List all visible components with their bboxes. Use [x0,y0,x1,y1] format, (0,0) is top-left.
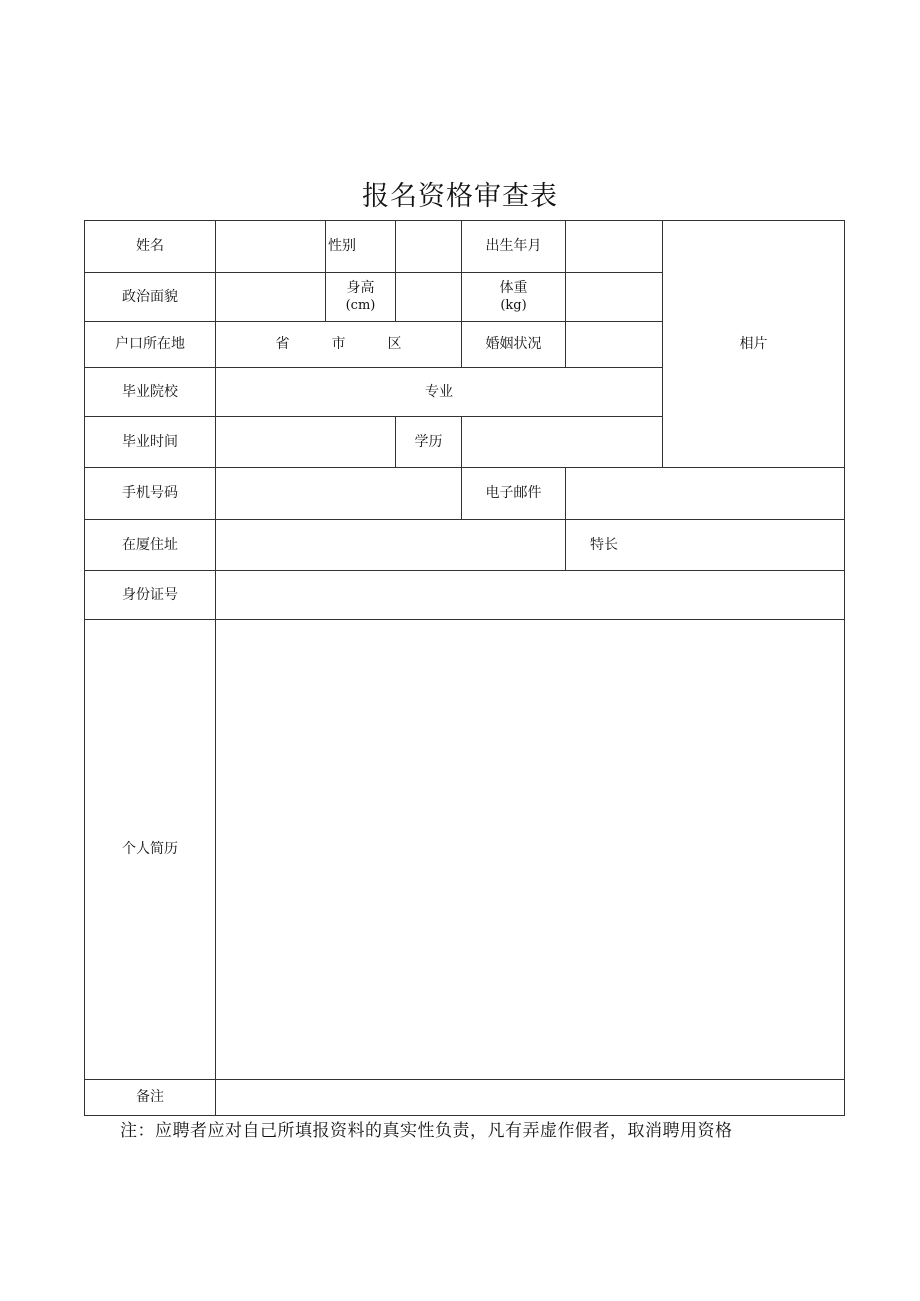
major-label: 专业 [425,383,453,400]
birth-field[interactable] [566,221,663,273]
hukou-label: 户口所在地 [85,322,216,368]
phone-label: 手机号码 [85,468,216,520]
form-row-remarks [85,1080,845,1116]
registration-form [84,220,845,1116]
marital-label: 婚姻状况 [462,322,566,368]
school-label: 毕业院校 [85,368,216,417]
specialty-label: 特长 [590,536,618,553]
political-field[interactable] [216,273,326,322]
gender-label: 性别 [326,221,396,273]
height-field[interactable] [396,273,462,322]
height-label: 身高 (cm) [326,273,396,322]
degree-field[interactable] [462,417,663,468]
email-label: 电子邮件 [462,468,566,520]
weight-unit: (kg) [500,297,527,313]
address-label: 在厦住址 [85,520,216,571]
form-row-contact [85,468,845,520]
footer-note: 注：应聘者应对自己所填报资料的真实性负责，凡有弄虚作假者，取消聘用资格 [120,1121,733,1141]
school-major-field[interactable] [216,368,663,417]
form-row-resume [85,620,845,1080]
form-row-name [85,221,845,273]
form-row-address [85,520,845,571]
page-title: 报名资格审查表 [362,181,558,212]
city-label: 市 [331,336,346,353]
weight-field[interactable] [566,273,663,322]
id-number-label: 身份证号 [85,571,216,620]
resume-label: 个人简历 [85,620,216,1080]
address-field[interactable] [216,520,566,571]
marital-field[interactable] [566,322,663,368]
photo-field[interactable] [663,221,845,468]
grad-time-field[interactable] [216,417,396,468]
id-number-field[interactable] [216,571,845,620]
form-row-id [85,571,845,620]
resume-field[interactable] [216,620,845,1080]
name-label: 姓名 [85,221,216,273]
district-label: 区 [387,336,402,353]
weight-label: 体重 (kg) [462,273,566,322]
political-label: 政治面貌 [85,273,216,322]
birth-label: 出生年月 [462,221,566,273]
remarks-field[interactable] [216,1080,845,1116]
degree-label: 学历 [396,417,462,468]
name-field[interactable] [216,221,326,273]
hukou-field[interactable] [216,322,462,368]
phone-field[interactable] [216,468,462,520]
height-unit: (cm) [345,297,376,313]
photo-label: 相片 [739,335,768,352]
grad-time-label: 毕业时间 [85,417,216,468]
gender-field[interactable] [396,221,462,273]
email-field[interactable] [566,468,845,520]
remarks-label: 备注 [85,1080,216,1116]
province-label: 省 [275,336,290,353]
specialty-field[interactable] [566,520,845,571]
